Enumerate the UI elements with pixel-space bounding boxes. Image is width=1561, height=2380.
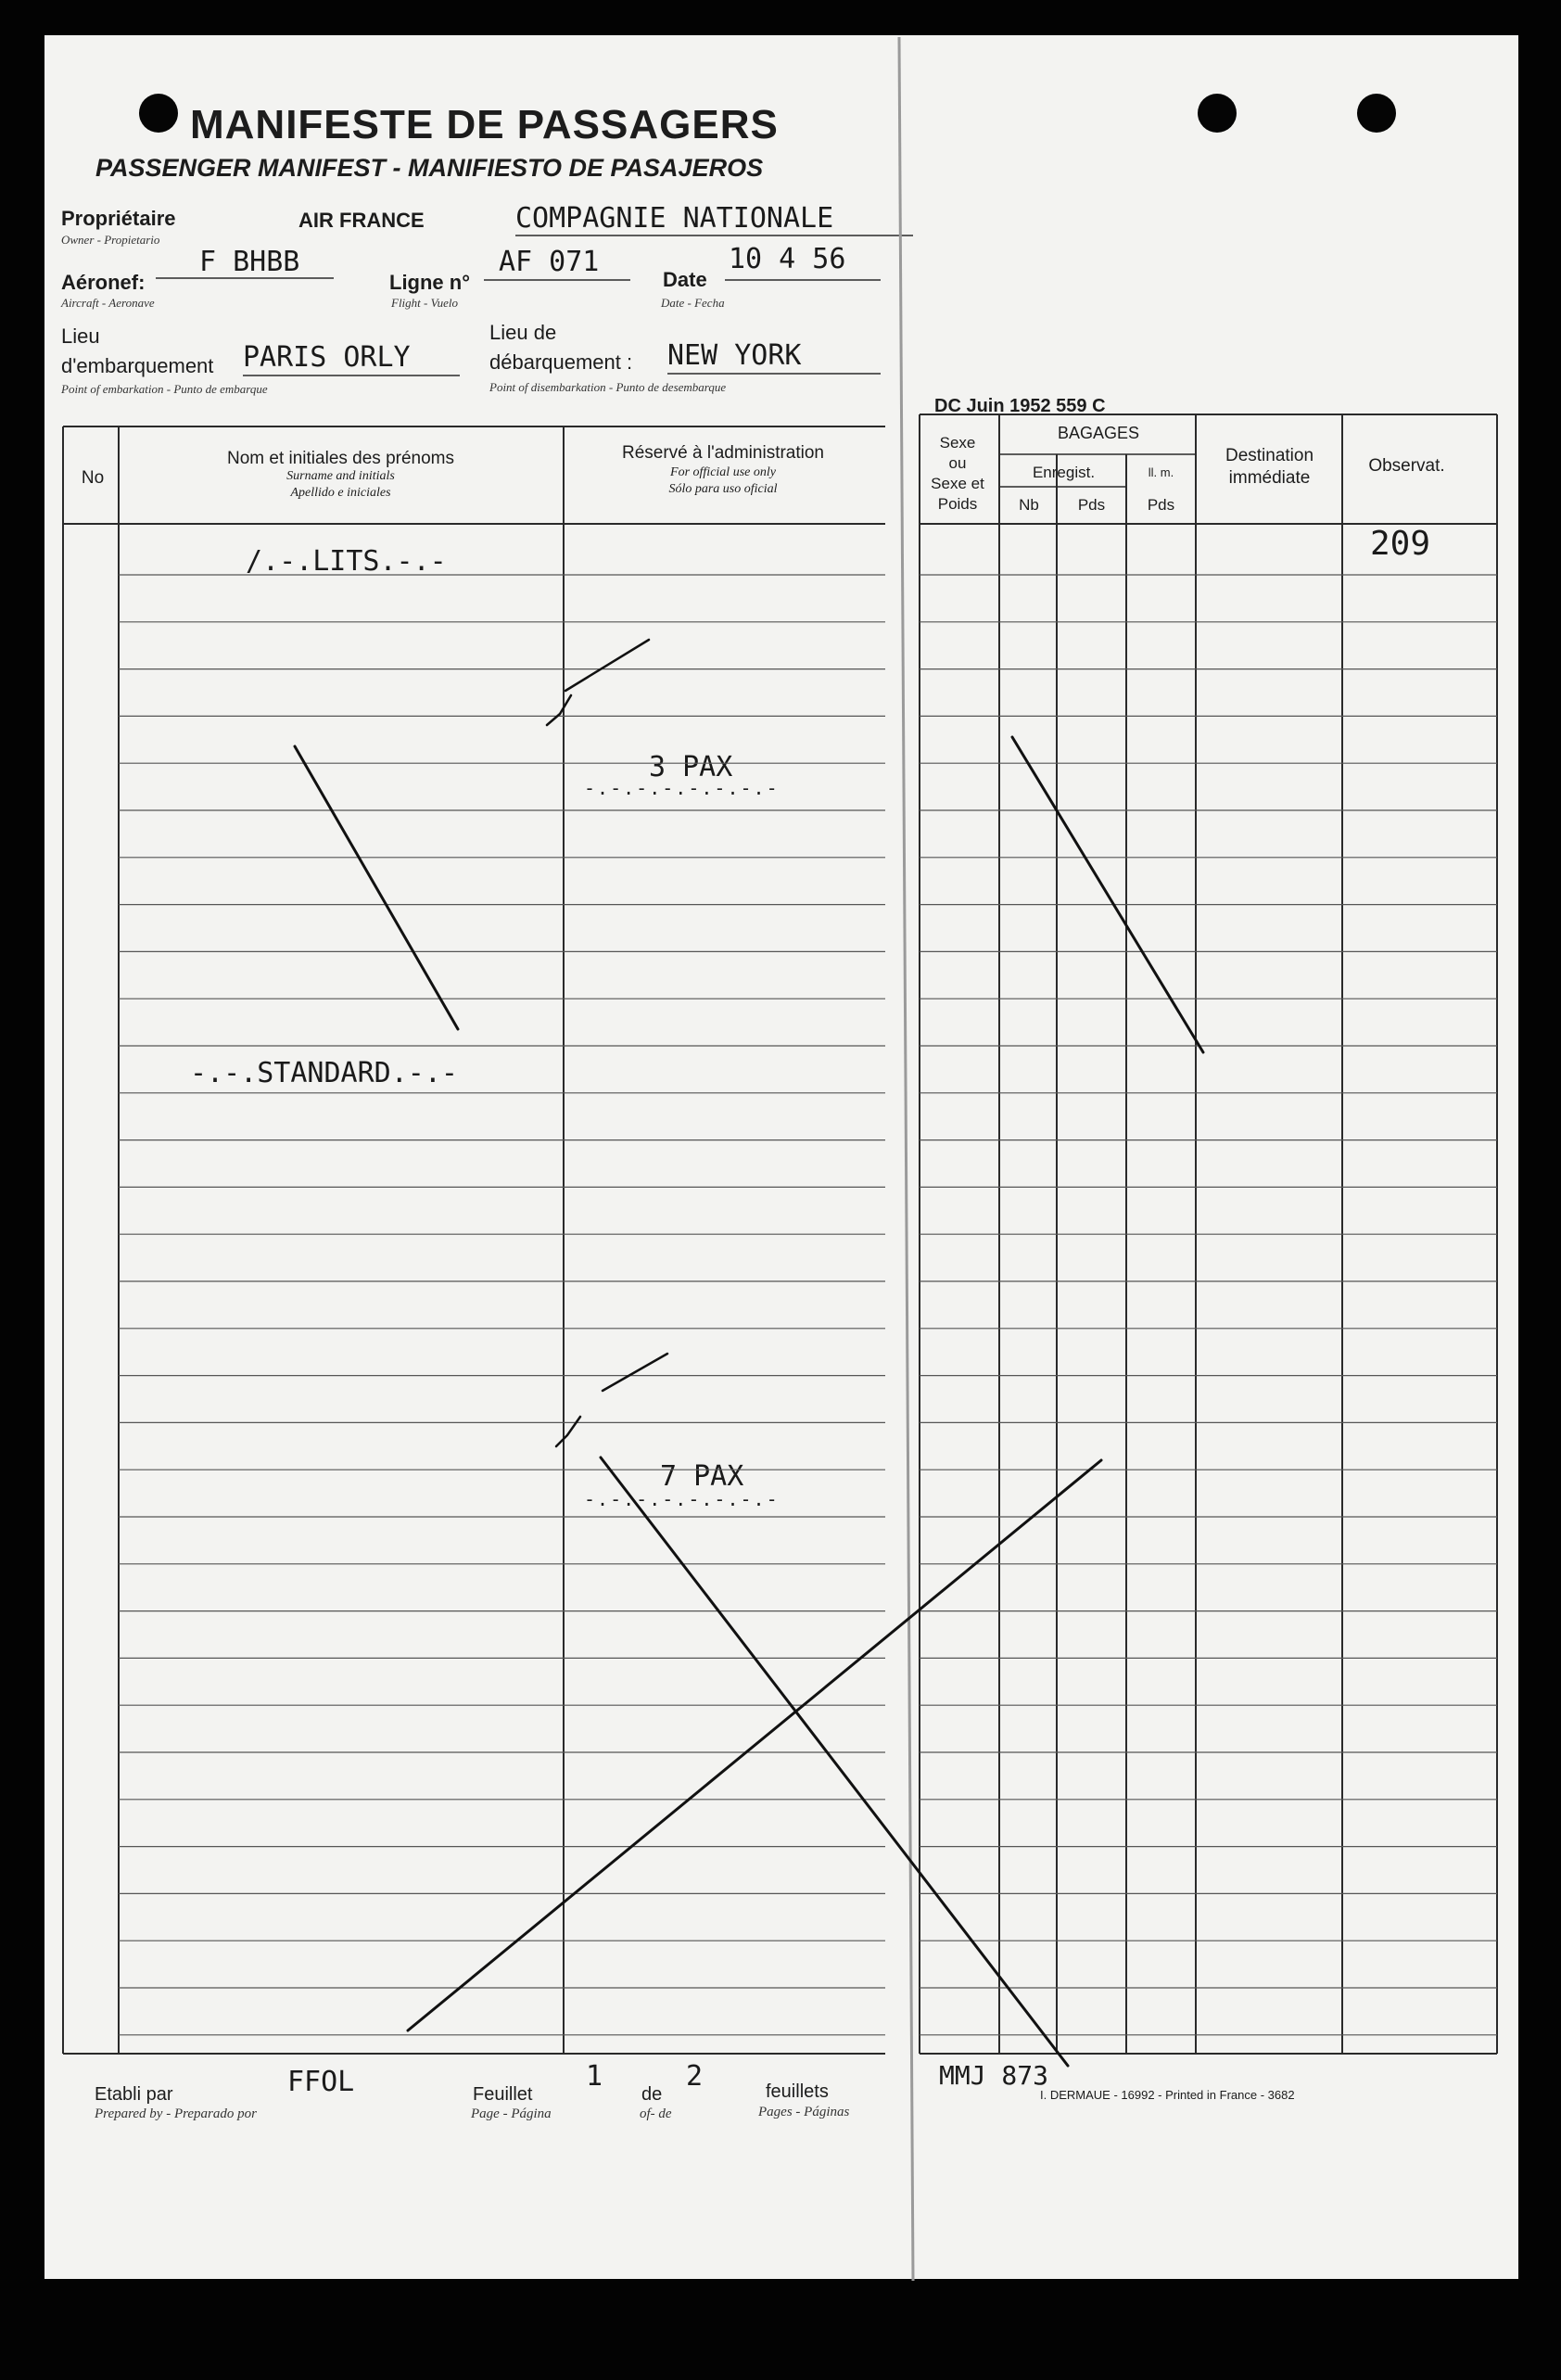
col-hand-pds: Pds bbox=[1147, 496, 1175, 514]
flight-sublabel: Flight - Vuelo bbox=[391, 296, 458, 310]
sheet-label: Feuillet bbox=[473, 2084, 533, 2105]
check-mark bbox=[556, 1417, 580, 1446]
col-name-sub1: Surname and initials bbox=[286, 469, 395, 483]
sheet-sublabel: Page - Página bbox=[471, 2106, 552, 2121]
col-destination-1: Destination bbox=[1225, 446, 1314, 465]
manifest-title: MANIFESTE DE PASSAGERS bbox=[190, 102, 779, 147]
owner-value: COMPAGNIE NATIONALE bbox=[515, 202, 834, 235]
date-sublabel: Date - Fecha bbox=[661, 296, 725, 310]
col-destination-2: immédiate bbox=[1228, 468, 1311, 488]
col-nb: Nb bbox=[1019, 496, 1039, 514]
ticket-tick bbox=[565, 640, 649, 691]
owner-label: Propriétaire bbox=[61, 207, 176, 230]
aircraft-value: F BHBB bbox=[199, 246, 300, 278]
form-code: DC Juin 1952 559 C bbox=[934, 396, 1106, 416]
standard-pax-count: 7 PAX bbox=[660, 1460, 744, 1493]
date-value: 10 4 56 bbox=[729, 243, 846, 275]
ticket-tick bbox=[603, 1354, 667, 1391]
sheet-value: 1 bbox=[586, 2060, 603, 2093]
section-lits: /.-.LITS.-.- bbox=[246, 545, 447, 578]
cross-strike-a bbox=[601, 1457, 1068, 2066]
fold-line bbox=[899, 37, 913, 2281]
col-name: Nom et initiales des prénoms bbox=[227, 449, 454, 468]
col-pds: Pds bbox=[1077, 496, 1106, 514]
col-reserved: Réservé à l'administration bbox=[622, 443, 824, 463]
printer-imprint: I. DERMAUE - 16992 - Printed in France - 3682 bbox=[1040, 2088, 1295, 2102]
standard-pax-dots: -.-.-.-.-.-.-.- bbox=[584, 1488, 780, 1510]
owner-printed: AIR FRANCE bbox=[298, 209, 425, 232]
col-sex-4: Poids bbox=[937, 495, 978, 513]
flight-value: AF 071 bbox=[499, 246, 600, 278]
embark-label-2: d'embarquement bbox=[61, 354, 214, 377]
disembark-label-2: débarquement : bbox=[489, 350, 633, 374]
owner-sublabel: Owner - Propietario bbox=[61, 233, 160, 247]
observ-top-number: 209 bbox=[1370, 525, 1431, 563]
aircraft-label: Aéronef: bbox=[61, 271, 146, 294]
of-label: de bbox=[641, 2084, 663, 2105]
embark-label-1: Lieu bbox=[61, 325, 100, 348]
col-name-sub2: Apellido e iniciales bbox=[290, 486, 391, 500]
diagonal-strike-lits bbox=[295, 746, 458, 1029]
lits-pax-dots: -.-.-.-.-.-.-.- bbox=[584, 777, 780, 799]
embark-value: PARIS ORLY bbox=[243, 341, 411, 374]
col-enregist: Enregist. bbox=[1032, 464, 1096, 481]
diagonal-strike-bags bbox=[1012, 737, 1203, 1052]
check-mark bbox=[547, 695, 571, 725]
col-hand: ll. m. bbox=[1148, 465, 1174, 479]
col-reserved-sub2: Sólo para uso oficial bbox=[668, 482, 778, 496]
col-sex-1: Sexe bbox=[939, 434, 976, 452]
col-bagages: BAGAGES bbox=[1057, 424, 1140, 442]
aircraft-sublabel: Aircraft - Aeronave bbox=[61, 296, 155, 310]
prepared-sublabel: Prepared by - Preparado por bbox=[95, 2106, 257, 2121]
lits-pax-count: 3 PAX bbox=[649, 751, 733, 783]
pages-sublabel: Pages - Páginas bbox=[758, 2105, 850, 2119]
col-reserved-sub1: For official use only bbox=[670, 465, 776, 479]
manifest-subtitle: PASSENGER MANIFEST - MANIFIESTO DE PASAJEROS bbox=[95, 154, 764, 182]
prepared-value: FFOL bbox=[287, 2066, 355, 2098]
disembark-sublabel: Point of disembarkation - Punto de desembarque bbox=[489, 380, 727, 394]
pages-label: feuillets bbox=[766, 2081, 829, 2102]
footer-code: MMJ 873 bbox=[939, 2060, 1049, 2091]
flight-label: Ligne n° bbox=[389, 271, 471, 294]
date-label: Date bbox=[663, 268, 707, 291]
col-sex-2: ou bbox=[948, 454, 967, 472]
cross-strike-b bbox=[408, 1460, 1101, 2030]
disembark-label-1: Lieu de bbox=[489, 321, 557, 344]
prepared-label: Etabli par bbox=[95, 2084, 173, 2105]
col-observ: Observat. bbox=[1368, 456, 1445, 476]
col-no: No bbox=[81, 468, 105, 488]
embark-sublabel: Point of embarkation - Punto de embarque bbox=[61, 382, 268, 396]
section-standard: -.-.STANDARD.-.- bbox=[190, 1057, 458, 1089]
of-value: 2 bbox=[686, 2060, 704, 2093]
col-sex-3: Sexe et bbox=[931, 475, 984, 492]
disembark-value: NEW YORK bbox=[667, 339, 802, 372]
of-sublabel: of- de bbox=[640, 2106, 672, 2121]
